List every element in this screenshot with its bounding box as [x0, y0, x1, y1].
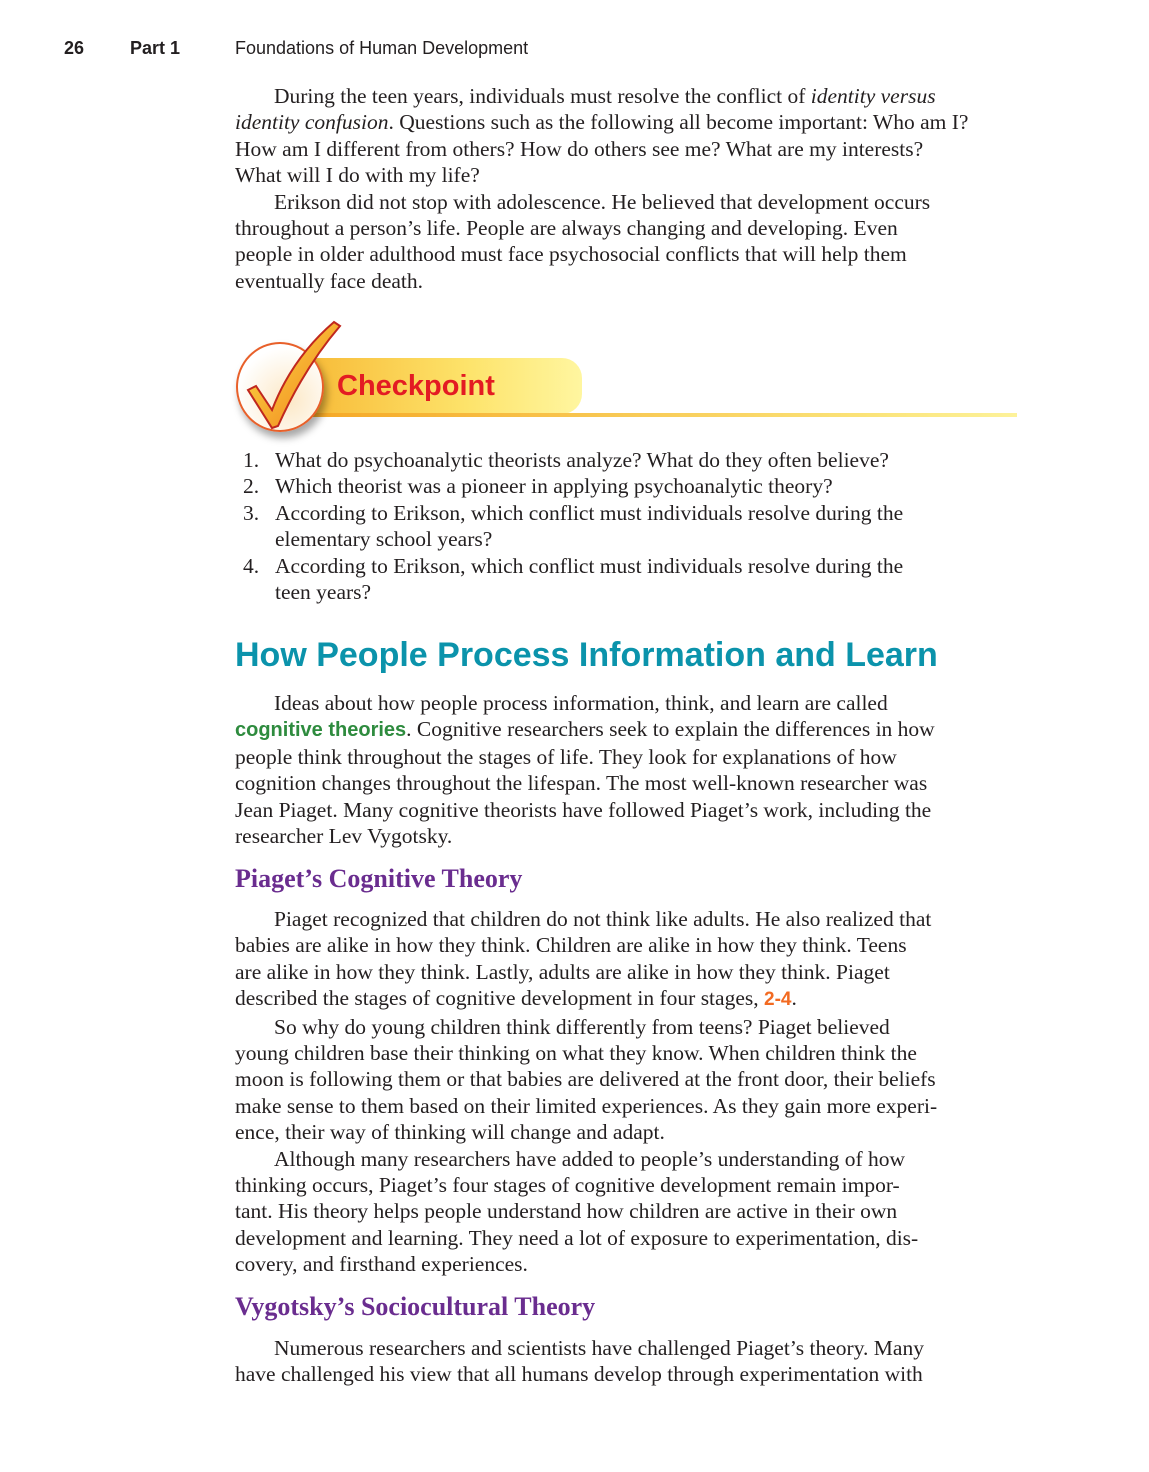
checkpoint-question: [235, 553, 903, 606]
text-line: babies are alike in how they think. Children are alike in how they think. Teens: [235, 933, 907, 958]
text-line: tant. His theory helps people understand how children are active in their own: [235, 1199, 898, 1224]
text-line: make sense to them based on their limited experiences. As they gain more experi-: [235, 1093, 938, 1118]
text-line: What do psychoanalytic theorists analyze? What do they often believe?: [275, 448, 889, 472]
vygotsky-heading: Vygotsky’s Sociocultural Theory: [235, 1292, 596, 1321]
text-line: How am I different from others? How do others see me? What are my interests?: [235, 136, 924, 161]
text-line: researcher Lev Vygotsky.: [235, 824, 453, 849]
text-line: Erikson did not stop with adolescence. He believed that development occurs: [274, 189, 931, 214]
paragraph: [235, 1146, 1035, 1278]
text-segment: described the stages of cognitive development in four stages,: [235, 986, 764, 1011]
text-line: [235, 83, 1035, 109]
text-line: According to Erikson, which conflict must individuals resolve during the: [275, 500, 904, 525]
text-line: Piaget recognized that children do not think like adults. He also realized that: [274, 907, 932, 931]
text-line: Which theorist was a pioneer in applying psychoanalytic theory?: [275, 474, 833, 499]
text-segment: .: [791, 986, 797, 1011]
text-segment: . Questions such as the following all become important: Who am I?: [388, 110, 969, 135]
key-term: cognitive theories: [235, 719, 407, 742]
text-line: thinking occurs, Piaget’s four stages of cognitive development remain impor-: [235, 1173, 900, 1198]
checkpoint-questions: [235, 447, 903, 605]
paragraph: [235, 690, 1035, 849]
text-line: [235, 716, 1035, 743]
checkpoint-question: [235, 473, 903, 499]
chapter-title: Foundations of Human Development: [235, 38, 529, 58]
text-line: development and learning. They need a lot of exposure to experimentation, dis-: [235, 1225, 919, 1250]
text-line: Numerous researchers and scientists have challenged Piaget’s theory. Many: [274, 1336, 924, 1360]
text-line: cognition changes throughout the lifespan. The most well-known researcher was: [235, 771, 928, 796]
paragraph: [235, 83, 1035, 189]
piaget-text: [235, 906, 1035, 1278]
question-number: 3.: [243, 500, 260, 525]
text-line: So why do young children think differently from teens? Piaget believed: [274, 1014, 890, 1039]
text-segment: . Cognitive researchers seek to explain the differences in how: [406, 717, 935, 742]
text-line: young children base their thinking on what they know. When children think the: [235, 1041, 917, 1066]
question-number: 4.: [243, 553, 260, 578]
checkmark-icon: [242, 318, 352, 433]
checkpoint-rule: [292, 413, 1017, 417]
text-line: Jean Piaget. Many cognitive theorists have followed Piaget’s work, including the: [235, 797, 932, 822]
text-line: ence, their way of thinking will change and adapt.: [235, 1120, 665, 1145]
paragraph: [235, 1335, 1035, 1388]
figure-reference[interactable]: 2-4: [764, 989, 792, 1011]
checkpoint-banner: [232, 318, 1022, 438]
paragraph: [235, 906, 1035, 1014]
text-line: [235, 109, 1035, 135]
text-line: elementary school years?: [275, 527, 493, 552]
text-line: moon is following them or that babies are delivered at the front door, their beliefs: [235, 1067, 936, 1092]
checkpoint-question: [235, 500, 903, 553]
part-label: Part 1: [130, 38, 181, 58]
checkpoint-title: Checkpoint: [337, 370, 495, 402]
emphasis-text: identity versus: [810, 84, 936, 108]
checkpoint-question: [235, 447, 903, 473]
text-line: eventually face death.: [235, 268, 424, 293]
paragraph: [235, 189, 1035, 295]
page-number: 26: [64, 38, 85, 58]
question-number: 1.: [243, 448, 260, 472]
text-line: people think throughout the stages of life. They look for explanations of how: [235, 744, 897, 769]
text-line: Although many researchers have added to people’s understanding of how: [274, 1146, 906, 1171]
text-line: covery, and firsthand experiences.: [235, 1252, 528, 1277]
section-heading: How People Process Information and Learn: [235, 636, 938, 674]
text-segment: During the teen years, individuals must resolve the conflict of: [274, 84, 811, 108]
piaget-heading: Piaget’s Cognitive Theory: [235, 864, 523, 893]
text-line: teen years?: [275, 580, 372, 605]
text-line: throughout a person’s life. People are always changing and developing. Even: [235, 216, 898, 241]
section-intro-text: [235, 690, 1035, 849]
text-line: are alike in how they think. Lastly, adults are alike in how they think. Piaget: [235, 959, 890, 984]
question-number: 2.: [243, 474, 260, 499]
text-line: people in older adulthood must face psychosocial conflicts that will help them: [235, 242, 907, 267]
text-line: What will I do with my life?: [235, 163, 480, 188]
emphasis-text: identity confusion: [235, 110, 389, 135]
intro-text: [235, 83, 1035, 294]
text-line: Ideas about how people process information, think, and learn are called: [274, 691, 888, 715]
text-line: [235, 985, 1035, 1013]
vygotsky-text: [235, 1335, 1035, 1388]
paragraph: [235, 1014, 1035, 1146]
text-line: have challenged his view that all humans develop through experimentation with: [235, 1362, 923, 1387]
text-line: According to Erikson, which conflict must individuals resolve during the: [275, 553, 904, 578]
